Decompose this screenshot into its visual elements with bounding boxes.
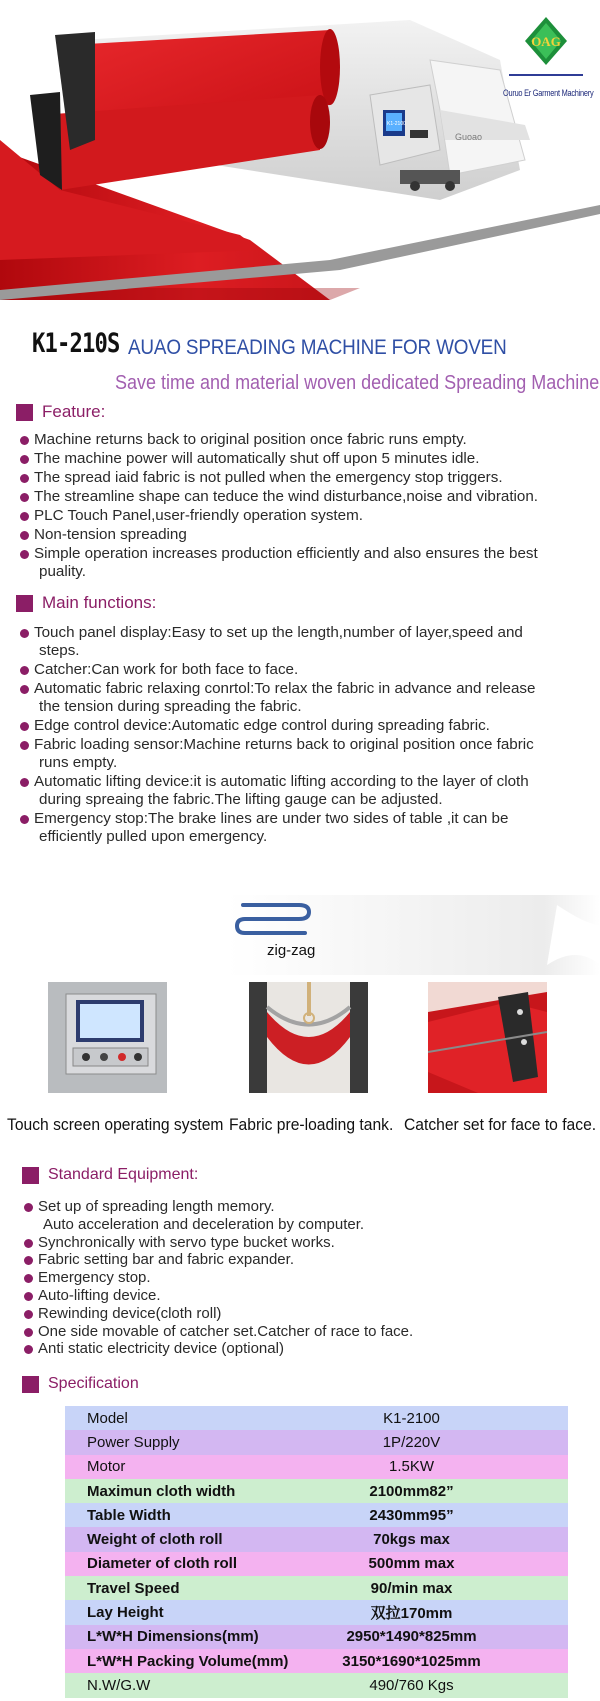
table-row	[65, 1649, 568, 1673]
caption-fabric-tank: Fabric pre-loading tank.	[229, 1115, 394, 1134]
diamond-logo-icon	[505, 15, 587, 87]
list-item-text: Synchronically with servo type bucket works.	[38, 1233, 335, 1251]
list-item	[18, 488, 538, 506]
spec-value: 3150*1690*1025mm	[342, 1652, 481, 1670]
list-item-text: Edge control device:Automatic edge control during spreading fabric.	[34, 717, 490, 734]
zigzag-caption: zig-zag	[267, 942, 316, 959]
table-row	[65, 1479, 568, 1503]
table-row	[65, 1625, 568, 1649]
section-square-icon	[22, 1376, 39, 1393]
list-item	[18, 810, 535, 846]
list-item-text: Emergency stop:The brake lines are under two sides of table ,it can be	[34, 810, 509, 827]
list-item-text: Auto-lifting device.	[38, 1286, 161, 1304]
spec-value: 2100mm82”	[369, 1482, 454, 1500]
svg-text:OAG: OAG	[531, 34, 561, 49]
tagline: Save time and material woven dedicated Spreading Machine	[115, 372, 600, 394]
list-item-text: Fabric setting bar and fabric expander.	[38, 1251, 294, 1269]
main-functions-list	[18, 624, 535, 847]
list-item-text: Emergency stop.	[38, 1269, 151, 1287]
spec-value: 1.5KW	[388, 1458, 434, 1476]
table-row	[65, 1455, 568, 1479]
list-item	[22, 1198, 413, 1234]
bullet-dot-icon	[20, 741, 29, 750]
spec-value: 1P/220V	[382, 1433, 441, 1451]
catcher-photo	[428, 982, 547, 1093]
list-item	[18, 526, 538, 544]
table-row	[65, 1527, 568, 1551]
list-item-text: Anti static electricity device (optional)	[38, 1340, 284, 1358]
list-item-continuation: runs empty.	[39, 754, 118, 771]
list-item-text: Set up of spreading length memory.	[38, 1198, 275, 1215]
bullet-dot-icon	[24, 1328, 33, 1337]
list-item-text: Fabric loading sensor:Machine returns back to original position once fabric	[34, 736, 534, 753]
list-item-continuation: Auto acceleration and deceleration by computer.	[43, 1215, 365, 1233]
bullet-dot-icon	[20, 722, 29, 731]
list-item	[22, 1251, 413, 1269]
spec-label: Table Width	[87, 1506, 171, 1524]
machine-side-label: Guoao	[455, 132, 483, 142]
feature-heading: Feature:	[16, 402, 105, 422]
list-item-text: Touch panel display:Easy to set up the length,number of layer,speed and	[34, 624, 523, 641]
list-item-text: The spread iaid fabric is not pulled when the emergency stop triggers.	[34, 469, 503, 486]
spec-value: 490/760 Kgs	[369, 1676, 454, 1694]
list-item-continuation: the tension during spreading the fabric.	[39, 698, 302, 715]
list-item	[22, 1323, 413, 1341]
feature-list	[18, 431, 538, 582]
list-item	[18, 507, 538, 525]
list-item	[18, 661, 535, 679]
list-item	[18, 680, 535, 716]
list-item	[18, 773, 535, 809]
zigzag-band	[227, 895, 600, 975]
list-item	[22, 1305, 413, 1323]
list-item	[18, 624, 535, 660]
spec-value: 90/min max	[370, 1579, 453, 1597]
section-square-icon	[16, 404, 33, 421]
table-row	[65, 1406, 568, 1430]
list-item-text: Machine returns back to original position once fabric runs empty.	[34, 431, 467, 448]
bullet-dot-icon	[20, 815, 29, 824]
list-item-continuation: steps.	[39, 642, 80, 659]
bullet-dot-icon	[24, 1274, 33, 1283]
caption-touch-screen: Touch screen operating system	[7, 1115, 224, 1134]
section-square-icon	[22, 1167, 39, 1184]
bullet-dot-icon	[24, 1292, 33, 1301]
spec-label: Model	[87, 1409, 128, 1427]
spec-label: Weight of cloth roll	[87, 1531, 223, 1549]
spec-value: 2950*1490*825mm	[346, 1628, 477, 1646]
bullet-dot-icon	[24, 1256, 33, 1265]
list-item	[22, 1287, 413, 1305]
machine-screen-label: K1-2100	[387, 121, 406, 127]
spec-label: L*W*H Dimensions(mm)	[87, 1628, 259, 1646]
list-item	[18, 450, 538, 468]
list-item-text: The streamline shape can teduce the wind disturbance,noise and vibration.	[34, 488, 539, 505]
list-item-text: The machine power will automatically shut off upon 5 minutes idle.	[34, 450, 480, 467]
list-item-text: Non-tension spreading	[34, 526, 187, 543]
bullet-dot-icon	[24, 1345, 33, 1354]
bullet-dot-icon	[20, 493, 29, 502]
logo-caption: Ouruo Er Garment Machinery	[503, 88, 594, 98]
spec-value: K1-2100	[383, 1409, 440, 1427]
bullet-dot-icon	[20, 550, 29, 559]
list-item-text: Catcher:Can work for both face to face.	[34, 661, 299, 678]
list-item-continuation: efficiently pulled upon emergency.	[39, 828, 268, 845]
spec-value: 70kgs max	[373, 1531, 450, 1549]
table-row	[65, 1673, 568, 1697]
table-row	[65, 1503, 568, 1527]
table-row	[65, 1430, 568, 1454]
bullet-dot-icon	[20, 666, 29, 675]
spec-label: Diameter of cloth roll	[87, 1555, 238, 1573]
bullet-dot-icon	[20, 685, 29, 694]
spec-label: N.W/G.W	[87, 1676, 151, 1694]
list-item	[22, 1269, 413, 1287]
specification-table	[65, 1406, 568, 1698]
touch-screen-photo	[48, 982, 167, 1093]
hero-machine-photo	[0, 0, 600, 300]
spec-label: Power Supply	[87, 1433, 180, 1451]
list-item-text: PLC Touch Panel,user-friendly operation system.	[34, 507, 363, 524]
model-code: K1-210S	[32, 328, 120, 359]
list-item	[18, 431, 538, 449]
specification-heading: Specification	[22, 1375, 139, 1393]
spec-value: 2430mm95”	[369, 1506, 454, 1524]
spec-label: Maximun cloth width	[87, 1482, 236, 1500]
bullet-dot-icon	[24, 1310, 33, 1319]
bullet-dot-icon	[24, 1203, 33, 1212]
spec-label: Travel Speed	[87, 1579, 180, 1597]
bullet-dot-icon	[20, 778, 29, 787]
list-item	[18, 717, 535, 735]
bullet-dot-icon	[20, 531, 29, 540]
bullet-dot-icon	[20, 474, 29, 483]
spec-label: Lay Height	[87, 1604, 164, 1622]
standard-equipment-list	[22, 1198, 413, 1358]
spec-value: 500mm max	[368, 1555, 455, 1573]
list-item-text: Rewinding device(cloth roll)	[38, 1304, 222, 1322]
list-item-text: One side movable of catcher set.Catcher of race to face.	[38, 1322, 414, 1340]
list-item-text: Automatic lifting device:it is automatic lifting according to the layer of cloth	[34, 773, 529, 790]
list-item	[22, 1340, 413, 1358]
spec-label: L*W*H Packing Volume(mm)	[87, 1652, 289, 1670]
brand-logo	[503, 15, 594, 105]
caption-catcher: Catcher set for face to face.	[404, 1115, 597, 1134]
main-functions-heading: Main functions:	[16, 593, 156, 613]
list-item-continuation: puality.	[39, 563, 86, 580]
list-item-text: Automatic fabric relaxing conrtol:To relax the fabric in advance and release	[34, 680, 536, 697]
spec-label: Motor	[87, 1458, 126, 1476]
bullet-dot-icon	[20, 512, 29, 521]
bullet-dot-icon	[20, 436, 29, 445]
table-row	[65, 1576, 568, 1600]
product-name: AUAO SPREADING MACHINE FOR WOVEN	[128, 336, 507, 359]
bullet-dot-icon	[20, 629, 29, 638]
section-square-icon	[16, 595, 33, 612]
list-item	[18, 545, 538, 581]
table-row	[65, 1600, 568, 1624]
list-item	[18, 736, 535, 772]
list-item-continuation: during spreaing the fabric.The lifting gauge can be adjusted.	[39, 791, 443, 808]
list-item	[18, 469, 538, 487]
fabric-tank-photo	[249, 982, 368, 1093]
spec-value: 双拉170mm	[370, 1605, 453, 1623]
list-item-text: Simple operation increases production efficiently and also ensures the best	[34, 545, 538, 562]
table-row	[65, 1552, 568, 1576]
standard-equipment-heading: Standard Equipment:	[22, 1166, 198, 1184]
bullet-dot-icon	[24, 1239, 33, 1248]
bullet-dot-icon	[20, 455, 29, 464]
list-item	[22, 1234, 413, 1252]
zigzag-diagram	[227, 895, 600, 975]
